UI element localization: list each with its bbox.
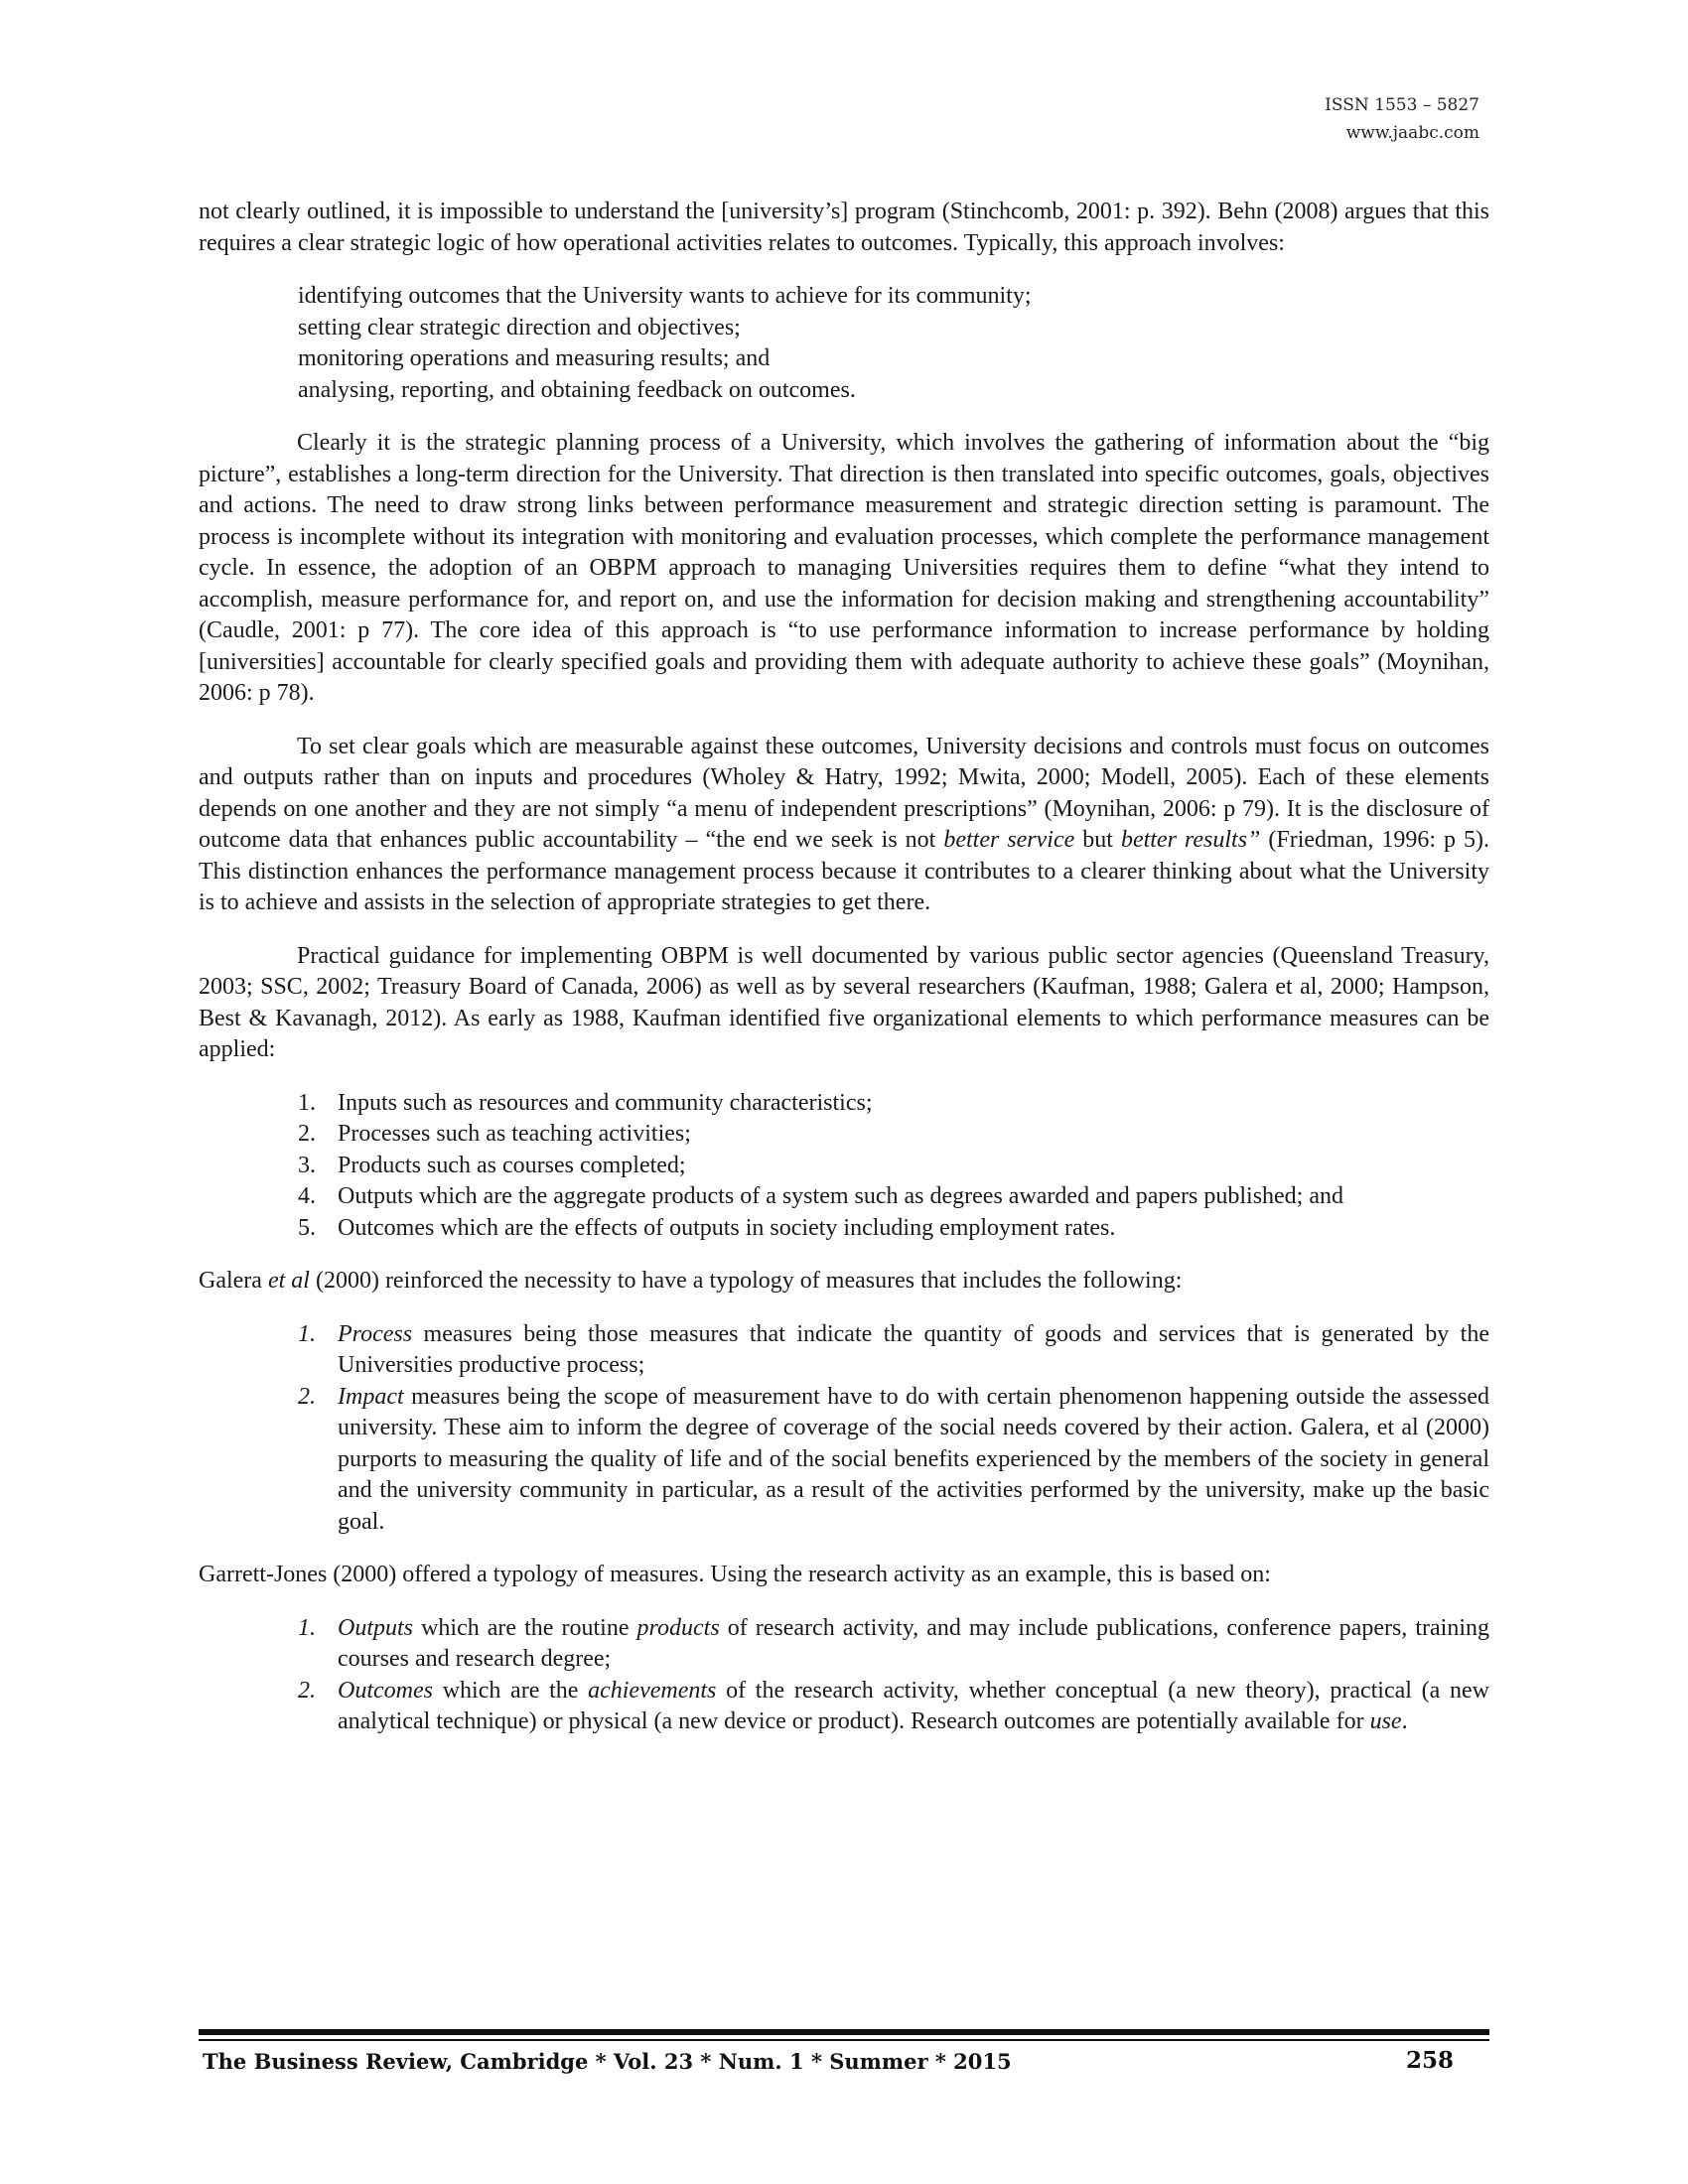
paragraph-2: Clearly it is the strategic planning process of a University, which involves the gathering of information about the “big picture”, establishes a long-term direction for the University. That direction is then translated into specific outcomes, goals, objectives and actions. The need to draw strong links between performance measurement and strategic direction setting is paramount. The process is incomplete without its integration with monitoring and evaluation processes, which complete the performance management cycle. In essence, the adoption of an OBPM approach to managing Universities requires them to define “what they intend to accomplish, measure performance for, and report on, and use the information for decision making and strengthening accountability” (Caudle, 2001: p 77). The core idea of this approach is “to use performance information to increase performance by holding [universities] accountable for clearly specified goals and providing them with adequate authority to achieve these goals” (Moynihan, 2006: p 78). (199, 430, 1489, 706)
list-text: Outcomes which are the effects of outputs in society including employment rates. (338, 1214, 1116, 1241)
list-text: Inputs such as resources and community characteristics; (338, 1089, 873, 1116)
p3-emphasis: better results” (1120, 827, 1261, 853)
approach-list (298, 281, 1489, 406)
list-item (199, 1613, 1489, 1676)
list-text: Processes such as teaching activities; (338, 1121, 691, 1147)
list-number: 2. (298, 1121, 316, 1147)
list-text: Outputs which are the aggregate products of a system such as degrees awarded and papers published; and (338, 1183, 1344, 1209)
list-number: 1. (298, 1320, 316, 1347)
footer-rule-thick (199, 2029, 1489, 2035)
list-item (199, 1382, 1489, 1539)
list-item (199, 1676, 1489, 1738)
paragraph-1: not clearly outlined, it is impossible to understand the [university’s] program (Stinchcomb, 2001: p. 392). Behn (2008) argues that this requires a clear strategic logic of how operational activities relates to outcomes. Typically, this approach involves: (199, 199, 1489, 256)
website-text: www.jaabc.com (1345, 123, 1479, 143)
list-term: Process (338, 1320, 413, 1347)
p3-text: but (1074, 827, 1121, 853)
list-item (199, 1213, 1489, 1245)
list-number: 4. (298, 1183, 316, 1209)
list-text: which are the (432, 1677, 589, 1704)
p3-emphasis: better service (943, 827, 1075, 853)
p3-text: (Friedman, 1996: p 5). This distinction enhances the performance management process because it contributes to a clearer thinking about what the University is to achieve and assists in the selection of appropriate strategies to get there. (199, 827, 1489, 915)
list-item (199, 1088, 1489, 1120)
list-text: which are the routine (413, 1614, 637, 1641)
journal-title: The Business Review, Cambridge * Vol. 23 * Num. 1 * Summer * 2015 (203, 2049, 1012, 2074)
list-number: 2. (298, 1677, 316, 1704)
list-number: 2. (298, 1383, 316, 1410)
list-term: Outputs (338, 1614, 414, 1641)
list-emphasis: achievements (588, 1677, 717, 1704)
list-term: Outcomes (338, 1677, 433, 1704)
list-text: Products such as courses completed; (338, 1152, 686, 1178)
list-text: measures being those measures that indicate the quantity of goods and services that is generated by the Universities productive process; (338, 1320, 1489, 1378)
list-emphasis: use (1369, 1708, 1402, 1734)
garrett-intro: Garrett-Jones (2000) offered a typology of measures. Using the research activity as an example, this is based on: (199, 1562, 1271, 1587)
paragraph-3 (199, 732, 1489, 919)
approach-item: setting clear strategic direction and objectives; (298, 314, 741, 341)
issn-text: ISSN 1553 – 5827 (1325, 95, 1479, 115)
paragraph-4: Practical guidance for implementing OBPM is well documented by various public sector agencies (Queensland Treasury, 2003; SSC, 2002; Treasury Board of Canada, 2006) as well as by several researchers (Kaufman, 1988; Galera et al, 2000; Hampson, Best & Kavanagh, 2012). As early as 1988, Kaufman identified five organizational elements to which performance measures can be applied: (199, 942, 1489, 1062)
approach-item: monitoring operations and measuring results; and (298, 345, 771, 371)
page-number: 258 (1405, 2047, 1454, 2074)
list-emphasis: products (636, 1614, 720, 1641)
page-header (1325, 91, 1479, 147)
list-text: . (1401, 1708, 1408, 1734)
p3-text: To set clear goals which are measurable against these outcomes, University decisions and controls must focus on outcomes and outputs rather than on inputs and procedures (Wholey & Hatry, 1992; Mwita, 2000; Modell, 2005). Each of these elements depends on one another and they are not simply “a menu of independent prescriptions” (Moynihan, 2006: p 79). It is the disclosure of outcome data that enhances public accountability – “the end we seek is not (199, 733, 1489, 853)
list-text: measures being the scope of measurement have to do with certain phenomenon happening outside the assessed university. These aim to inform the degree of coverage of the social needs covered by their action. Galera, et al (2000) purports to measuring the quality of life and of the social benefits experienced by the members of the society in general and the university community in particular, as a result of the activities performed by the university, make up the basic goal. (338, 1383, 1489, 1535)
approach-item: identifying outcomes that the University wants to achieve for its community; (298, 283, 1032, 309)
footer-rule-thin (199, 2039, 1489, 2041)
list-number: 1. (298, 1089, 316, 1116)
list-number: 3. (298, 1152, 316, 1178)
list-item (199, 1319, 1489, 1382)
garrett-list (199, 1613, 1489, 1738)
list-item (199, 1151, 1489, 1182)
article-body (199, 197, 1489, 1760)
list-text: of research activity, and may include publications, conference papers, training courses and research degree; (338, 1614, 1490, 1672)
galera-list (199, 1319, 1489, 1539)
list-number: 1. (298, 1614, 316, 1641)
list-term: Impact (338, 1383, 404, 1410)
list-item (199, 1119, 1489, 1151)
approach-item: analysing, reporting, and obtaining feedback on outcomes. (298, 376, 856, 403)
kaufman-list (199, 1088, 1489, 1245)
galera-text: Galera (199, 1268, 268, 1294)
galera-text: (2000) reinforced the necessity to have a typology of measures that includes the following: (309, 1268, 1183, 1294)
list-text: of the research activity, whether conceptual (a new theory), practical (a new analytical technique) or physical (a new device or product). Research outcomes are potentially available for (338, 1677, 1489, 1734)
galera-intro (199, 1266, 1489, 1297)
list-item (199, 1181, 1489, 1213)
galera-emphasis: et al (267, 1268, 310, 1294)
list-number: 5. (298, 1214, 316, 1241)
